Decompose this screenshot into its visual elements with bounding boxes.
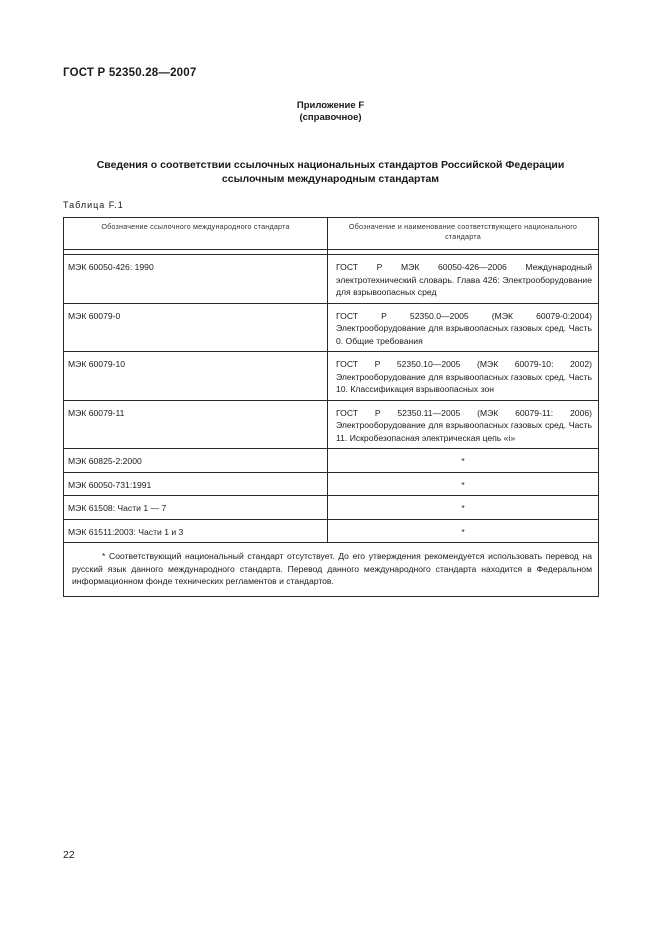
table-label: Таблица F.1 xyxy=(63,200,124,210)
cell-national: * xyxy=(328,449,599,473)
cell-international: МЭК 60079-10 xyxy=(64,352,328,401)
table-footnote: * Соответствующий национальный стандарт отсутствует. До его утверждения рекомендуется использовать перевод на русский язык данного международного стандарта. Перевод данного международного стандарта находится в Федеральном информационном фонде технических регламентов и стандартов. xyxy=(64,543,599,597)
cell-national: * xyxy=(328,472,599,496)
table-row xyxy=(64,472,599,496)
col-header-national: Обозначение и наименование соответствующего национального стандарта xyxy=(328,218,599,250)
table-row xyxy=(64,303,599,352)
cell-national: ГОСТ Р 52350.0—2005 (МЭК 60079-0:2004) Электрооборудование для взрывоопасных газовых сред. Часть 0. Общие требования xyxy=(328,303,599,352)
section-title-line1: Сведения о соответствии ссылочных национальных стандартов Российской Федерации xyxy=(96,159,565,171)
table-row xyxy=(64,400,599,449)
table-header-row xyxy=(64,218,599,250)
cell-national: * xyxy=(328,496,599,520)
cell-international: МЭК 60079-0 xyxy=(64,303,328,352)
appendix-subtitle: (справочное) xyxy=(299,112,362,123)
cell-international: МЭК 60050-731:1991 xyxy=(64,472,328,496)
table-row xyxy=(64,352,599,401)
cell-national: ГОСТ Р 52350.11—2005 (МЭК 60079-11: 2006) Электрооборудование для взрывоопасных газовых сред. Часть 11. Искробезопасная электрическая цепь «i» xyxy=(328,400,599,449)
table-row xyxy=(64,449,599,473)
cell-international: МЭК 60825-2:2000 xyxy=(64,449,328,473)
cell-national: ГОСТ Р 52350.10—2005 (МЭК 60079-10: 2002) Электрооборудование для взрывоопасных газовых сред. Часть 10. Классификация взрывоопасных зон xyxy=(328,352,599,401)
table-footnote-row xyxy=(64,543,599,597)
table-row xyxy=(64,255,599,304)
table-row xyxy=(64,496,599,520)
cell-international: МЭК 61508: Части 1 — 7 xyxy=(64,496,328,520)
col-header-international: Обозначение ссылочного международного стандарта xyxy=(64,218,328,250)
standards-correspondence-table xyxy=(63,217,599,597)
appendix-title: Приложение F xyxy=(296,100,365,111)
cell-international: МЭК 60079-11 xyxy=(64,400,328,449)
document-code: ГОСТ Р 52350.28—2007 xyxy=(63,67,197,79)
cell-national: * xyxy=(328,519,599,543)
cell-international: МЭК 60050-426: 1990 xyxy=(64,255,328,304)
cell-international: МЭК 61511:2003: Части 1 и 3 xyxy=(64,519,328,543)
page-number: 22 xyxy=(63,849,75,861)
table-row xyxy=(64,519,599,543)
cell-national: ГОСТ Р МЭК 60050-426—2006 Международный электротехнический словарь. Глава 426: Электрооборудование для взрывоопасных сред xyxy=(328,255,599,304)
section-title-line2: ссылочным международным стандартам xyxy=(221,173,440,185)
